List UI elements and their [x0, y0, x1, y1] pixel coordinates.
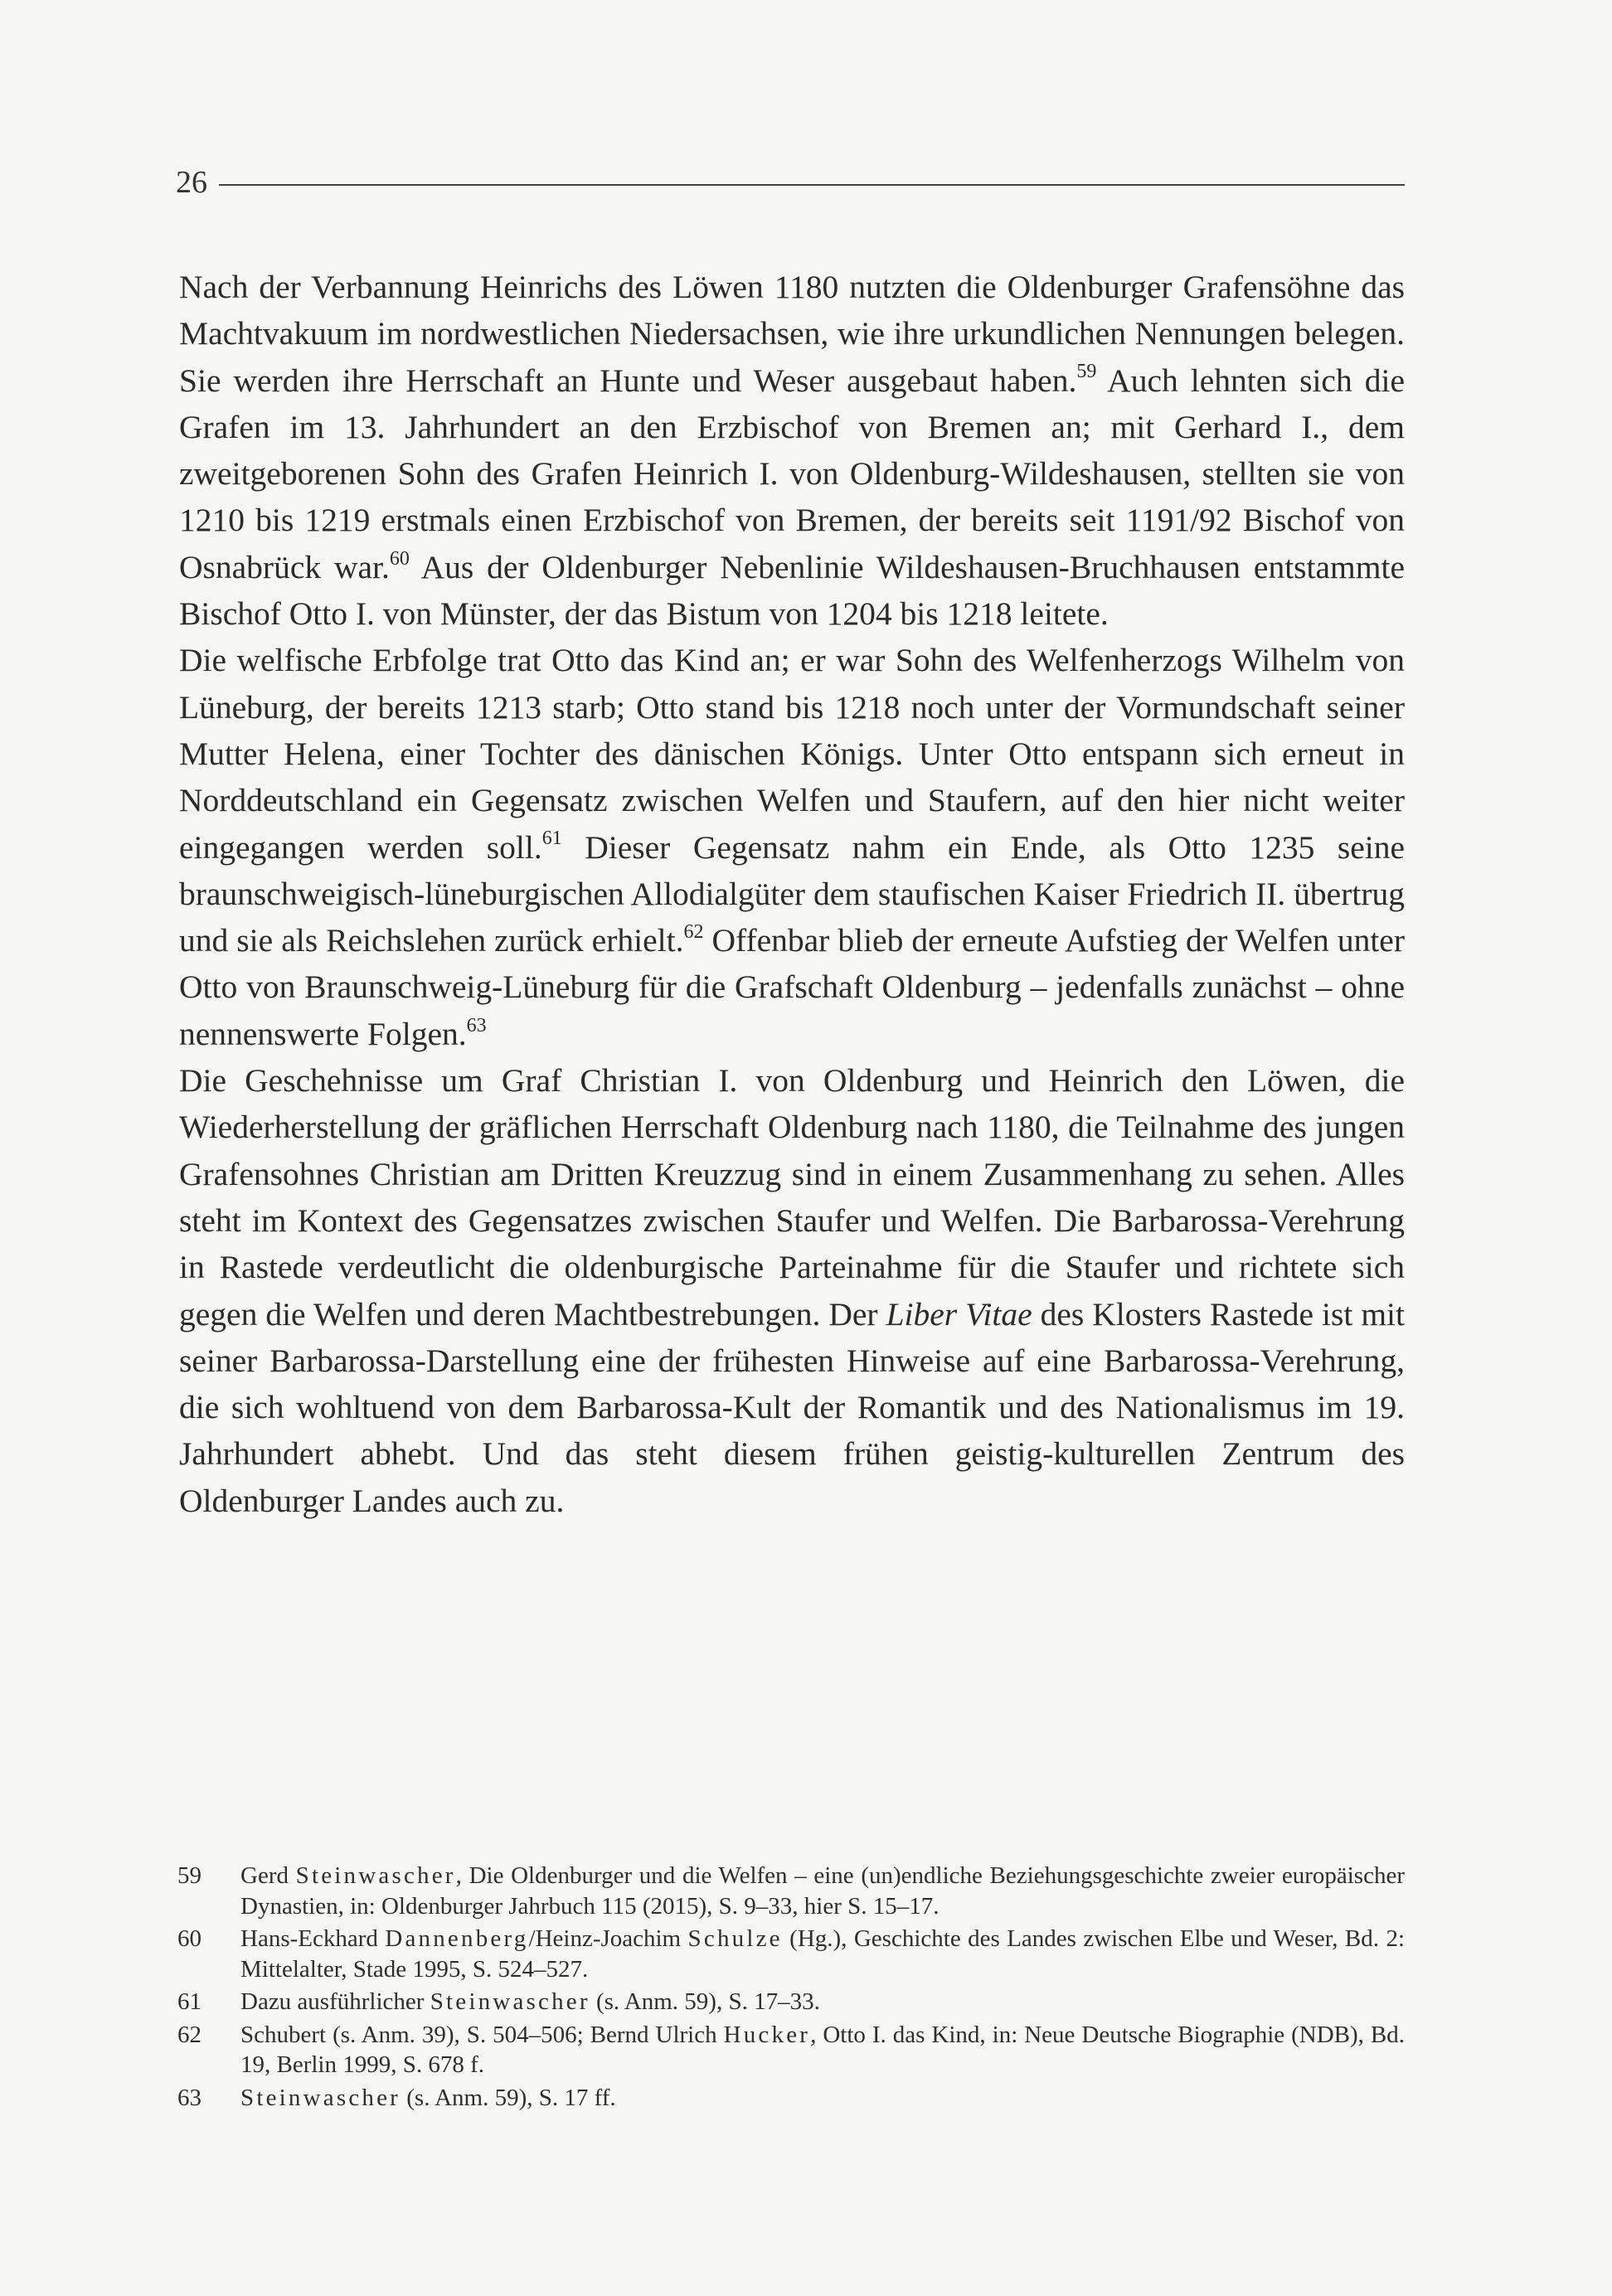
paragraph-1: [179, 264, 1405, 637]
footnote-63: [177, 2083, 1405, 2114]
author-name: Steinwascher: [430, 1988, 590, 2015]
footnote-number: 61: [177, 1988, 202, 2015]
footnote-ref-62[interactable]: 62: [683, 921, 704, 943]
footnote-61: [177, 1987, 1405, 2017]
footnote-text-part: Hans-Eckhard: [240, 1925, 386, 1952]
footnote-60: [177, 1924, 1405, 1984]
footnote-text-part: (Hg.), Geschichte des Landes zwischen Elbe und Weser, Bd. 2: Mittelalter, Stade 1995, S. 524–527.: [240, 1925, 1406, 1983]
author-name: Schulze: [687, 1925, 783, 1952]
footnote-ref-59[interactable]: 59: [1076, 361, 1097, 383]
paragraph-text: Die Geschehnisse um Graf Christian I. von Oldenburg und Heinrich den Löwen, die Wiederherstellung der gräflichen Herrschaft Oldenburg nach 1180, die Teilnahme des jungen Grafensohnes Christian am Dritten Kreuzzug sind in einem Zusammenhang zu sehen. Alles steht im Kontext des Gegensatzes zwischen Staufer und Welfen. Die Barbarossa-Verehrung in Rastede verdeutlicht die oldenburgische Parteinahme für die Staufer und richtete sich gegen die Welfen und deren Machtbestrebungen. Der: [179, 1062, 1405, 1332]
italic-title: Liber Vitae: [886, 1295, 1032, 1332]
author-name: Steinwascher: [240, 2084, 401, 2111]
header-rule: [219, 184, 1405, 186]
paragraph-2: [179, 637, 1405, 1057]
paragraph-3: [179, 1057, 1405, 1524]
footnote-text: [240, 1924, 1405, 1984]
footnote-text-part: Dazu ausführlicher: [240, 1988, 430, 2015]
footnote-text: [240, 1987, 1405, 2017]
footnote-number: 59: [177, 1862, 202, 1889]
page-header: [176, 163, 1405, 202]
paragraph-text: Nach der Verbannung Heinrichs des Löwen 1180 nutzten die Oldenburger Grafensöhne das Machtvakuum im nordwestlichen Niedersachsen, wie ihre urkundlichen Nennungen belegen. Sie werden ihre Herrschaft an Hunte und Weser ausgebaut haben.: [179, 269, 1405, 399]
paragraph-text: Aus der Oldenburger Nebenlinie Wildeshausen-Bruchhausen entstammte Bischof Otto I. von Münster, der das Bistum von 1204 bis 1218 leitete.: [179, 548, 1405, 633]
paragraph-text: Auch lehnten sich die Grafen im 13. Jahrhundert an den Erzbischof von Bremen an; mit Gerhard I., dem zweitgeborenen Sohn des Grafen Heinrich I. von Oldenburg-Wildeshausen, stellten sie von 1210 bis 1219 erstmals einen Erzbischof von Bremen, der bereits seit 1191/92 Bischof von Osnabrück war.: [179, 362, 1405, 585]
footnote-ref-61[interactable]: 61: [541, 828, 562, 850]
author-name: Dannenberg: [385, 1925, 529, 1952]
footnote-ref-60[interactable]: 60: [389, 547, 410, 570]
footnote-number: 60: [177, 1925, 202, 1952]
footnote-text: [240, 2020, 1405, 2080]
paragraph-text: des Klosters Rastede ist mit seiner Barbarossa-Darstellung eine der frühesten Hinweise auf eine Barbarossa-Verehrung, die sich wohltuend von dem Barbarossa-Kult der Romantik und des Nationalismus im 19. Jahrhundert abhebt. Und das steht diesem frühen geistig-kulturellen Zentrum des Oldenburger Landes auch zu.: [179, 1295, 1406, 1519]
footnote-text-part: , Die Oldenburger und die Welfen – eine (un)endliche Beziehungsgeschichte zweier europäischer Dynastien, in: Oldenburger Jahrbuch 115 (2015), S. 9–33, hier S. 15–17.: [240, 1862, 1405, 1920]
paragraph-text: Dieser Gegensatz nahm ein Ende, als Otto 1235 seine braunschweigisch-lüneburgischen Allodialgüter dem staufischen Kaiser Friedrich II. übertrug und sie als Reichslehen zurück erhielt.: [179, 828, 1405, 959]
footnote-ref-63[interactable]: 63: [466, 1014, 487, 1036]
footnotes: [177, 1861, 1405, 2115]
footnote-text-part: (s. Anm. 59), S. 17 ff.: [401, 2084, 616, 2111]
footnote-number: 63: [177, 2084, 202, 2111]
footnote-text-part: /Heinz-Joachim: [528, 1925, 688, 1952]
author-name: Steinwascher: [295, 1862, 456, 1889]
footnote-text-part: (s. Anm. 59), S. 17–33.: [590, 1988, 820, 2015]
paragraph-text: Die welfische Erbfolge trat Otto das Kind an; er war Sohn des Welfenherzogs Wilhelm von Lüneburg, der bereits 1213 starb; Otto stand bis 1218 noch unter der Vormundschaft seiner Mutter Helena, einer Tochter des dänischen Königs. Unter Otto entspann sich erneut in Norddeutschland ein Gegensatz zwischen Welfen und Staufern, auf den hier nicht weiter eingegangen werden soll.: [179, 642, 1405, 866]
footnote-text-part: , Otto I. das Kind, in: Neue Deutsche Biographie (NDB), Bd. 19, Berlin 1999, S. 678 f.: [240, 2021, 1405, 2078]
main-text: [179, 264, 1405, 1524]
footnote-62: [177, 2020, 1405, 2080]
paragraph-text: Offenbar blieb der erneute Aufstieg der Welfen unter Otto von Braunschweig-Lüneburg für die Grafschaft Oldenburg – jedenfalls zunächst – ohne nennenswerte Folgen.: [179, 922, 1405, 1052]
footnote-number: 62: [177, 2021, 202, 2048]
footnote-text-part: Schubert (s. Anm. 39), S. 504–506; Bernd Ulrich: [240, 2021, 724, 2048]
author-name: Hucker: [723, 2021, 811, 2048]
page-number: 26: [176, 165, 207, 200]
footnote-text-part: Gerd: [240, 1862, 296, 1889]
footnote-text: [240, 1861, 1405, 1921]
footnote-59: [177, 1861, 1405, 1921]
footnote-text: [240, 2083, 1405, 2114]
